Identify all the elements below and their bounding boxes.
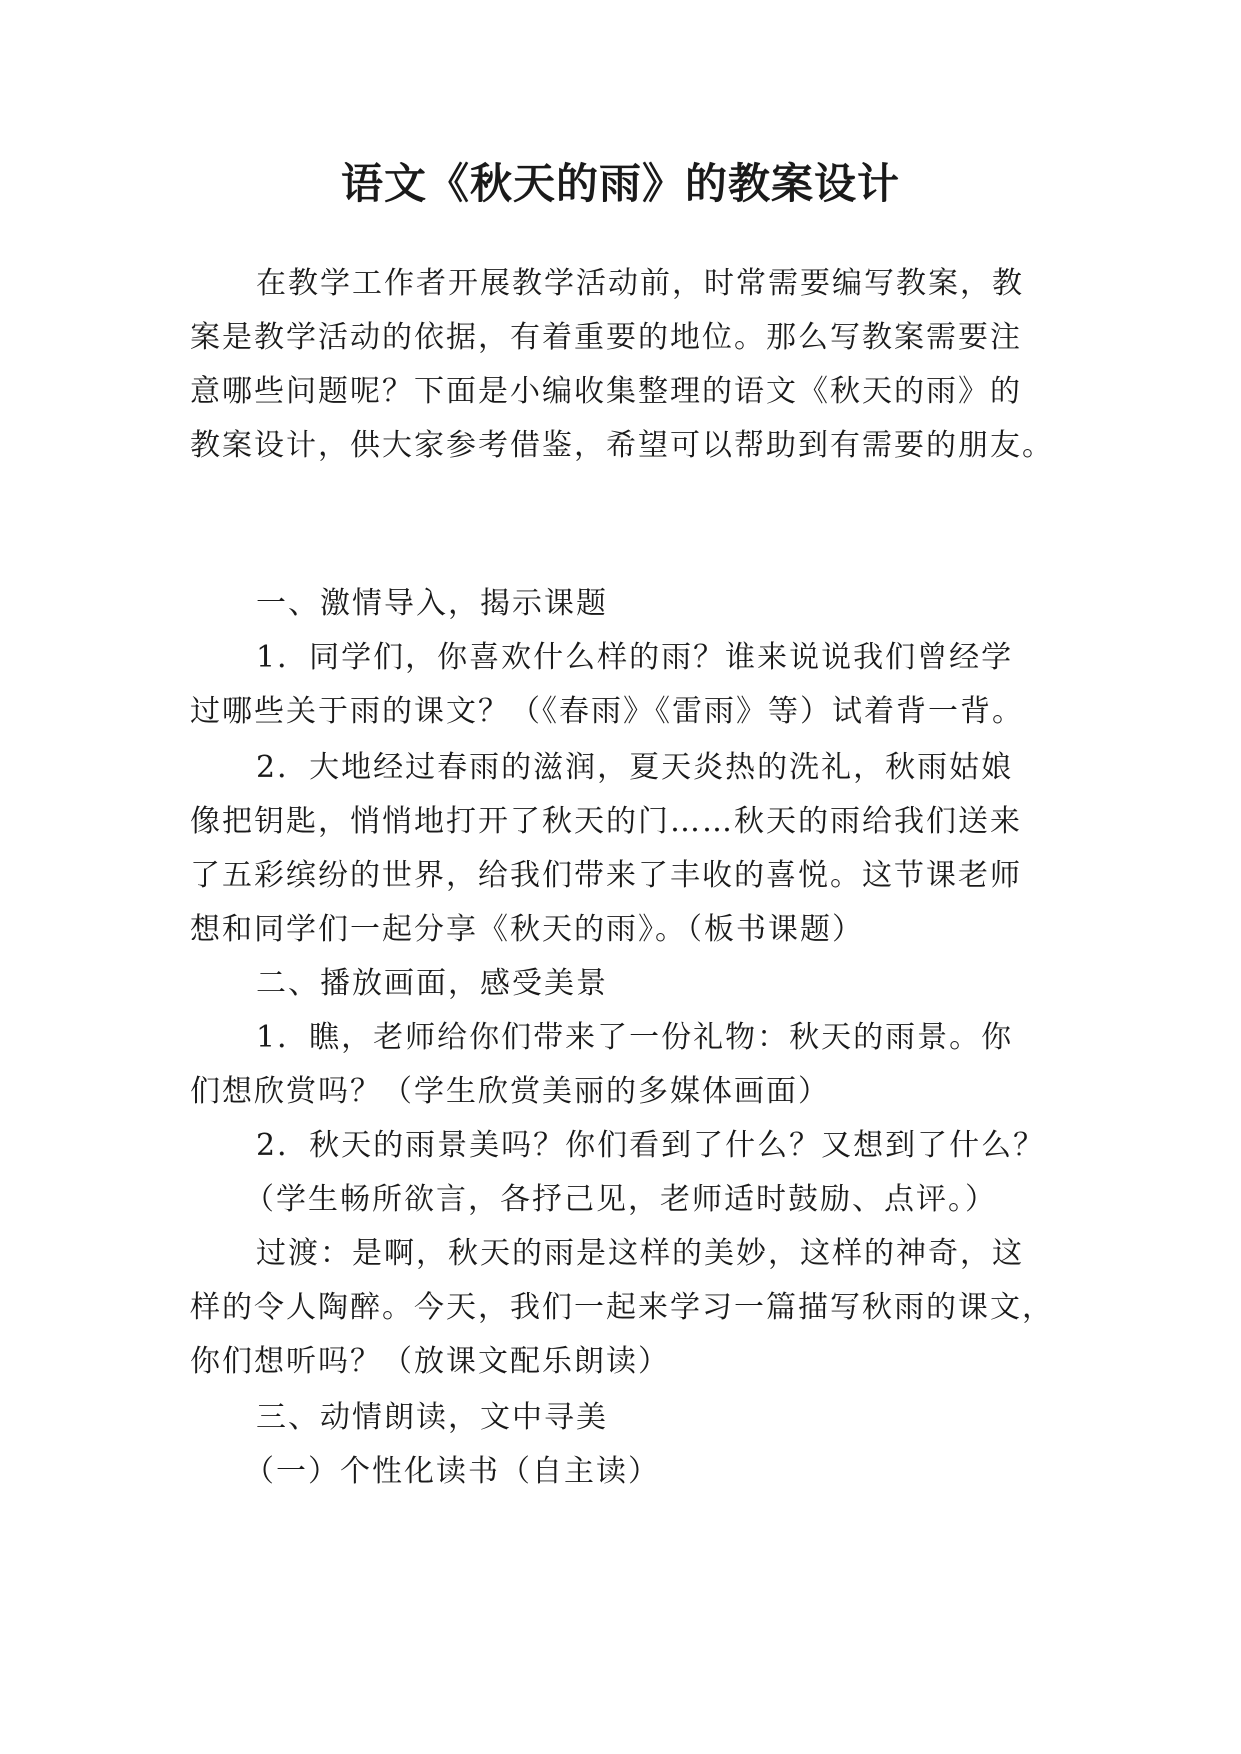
body-line: 2．秋天的雨景美吗？你们看到了什么？又想到了什么？ [256, 1128, 1046, 1163]
intro-line: 意哪些问题呢？下面是小编收集整理的语文《秋天的雨》的 [190, 374, 1022, 409]
body-line: 想和同学们一起分享《秋天的雨》。（板书课题） [190, 912, 864, 947]
body-line: 过哪些关于雨的课文？（《春雨》《雷雨》等）试着背一背。 [190, 694, 1024, 729]
body-line: 样的令人陶醉。今天，我们一起来学习一篇描写秋雨的课文， [190, 1290, 1054, 1325]
body-line: 像把钥匙，悄悄地打开了秋天的门……秋天的雨给我们送来 [190, 804, 1022, 839]
intro-line: 在教学工作者开展教学活动前，时常需要编写教案，教 [256, 266, 1024, 301]
body-line: 你们想听吗？（放课文配乐朗读） [190, 1344, 670, 1379]
section-heading: 二、播放画面，感受美景 [256, 966, 608, 1001]
body-line: （学生畅所欲言，各抒己见，老师适时鼓励、点评。） [244, 1182, 997, 1217]
body-line: 过渡：是啊，秋天的雨是这样的美妙，这样的神奇，这 [256, 1236, 1024, 1271]
intro-line: 案是教学活动的依据，有着重要的地位。那么写教案需要注 [190, 320, 1022, 355]
section-heading: 一、激情导入，揭示课题 [256, 586, 608, 621]
body-line: 们想欣赏吗？（学生欣赏美丽的多媒体画面） [190, 1074, 830, 1109]
subsection-heading: （一）个性化读书（自主读） [244, 1454, 660, 1489]
body-line: 1．同学们，你喜欢什么样的雨？谁来说说我们曾经学 [256, 640, 1014, 675]
body-line: 1．瞧，老师给你们带来了一份礼物：秋天的雨景。你 [256, 1020, 1014, 1055]
section-heading: 三、动情朗读，文中寻美 [256, 1400, 608, 1435]
intro-line: 教案设计，供大家参考借鉴，希望可以帮助到有需要的朋友。 [190, 428, 1054, 463]
body-line: 2．大地经过春雨的滋润，夏天炎热的洗礼，秋雨姑娘 [256, 750, 1014, 785]
body-line: 了五彩缤纷的世界，给我们带来了丰收的喜悦。这节课老师 [190, 858, 1022, 893]
page-title: 语文《秋天的雨》的教案设计 [340, 159, 900, 208]
